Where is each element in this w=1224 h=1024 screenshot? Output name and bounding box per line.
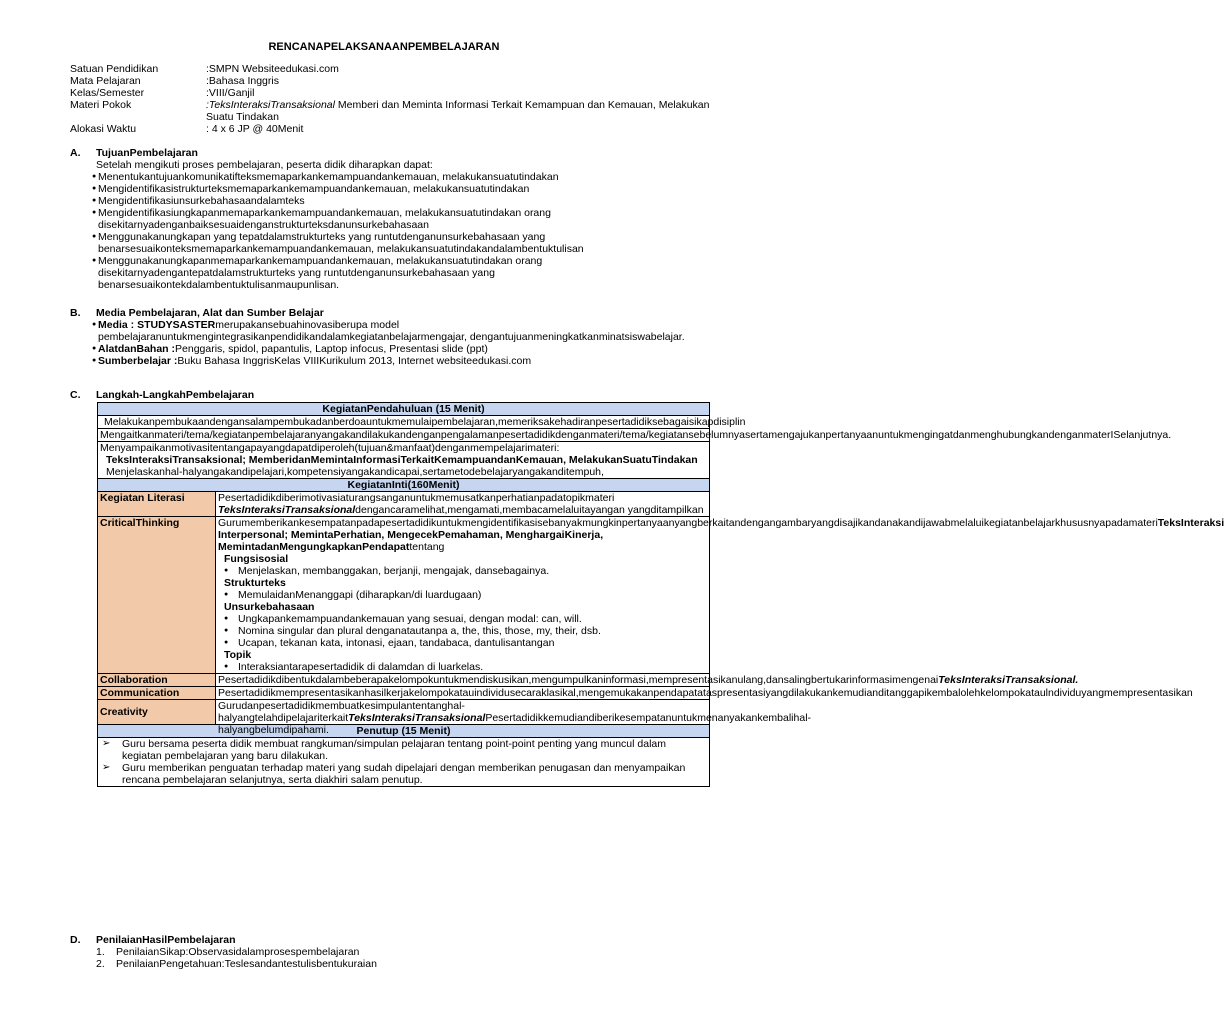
section-title: PenilaianHasilPembelajaran — [96, 934, 236, 946]
row-label: Communication — [98, 687, 216, 700]
list-item — [96, 958, 720, 970]
meta-value: :VIII/Ganjil — [206, 87, 255, 99]
section-heading — [70, 934, 720, 946]
text-bold: TeksInteraksiTransaksional — [218, 504, 356, 516]
table-row — [98, 738, 710, 787]
item-text: Buku Bahasa InggrisKelas VIIIKurikulum 2013, Internet websiteedukasi.com — [177, 355, 532, 367]
jelaskan-text: Menjelaskanhal-halyangakandipelajari,kompetensiyangakandicapai,sertametodebelajaryangakanditempuh, — [106, 466, 604, 478]
table-row — [98, 492, 710, 517]
penilaian-list — [70, 946, 720, 970]
meta-label: Alokasi Waktu — [70, 123, 137, 135]
collaboration-cell — [216, 674, 1079, 687]
list-item: ● Nomina singular dan plural denganatautanpa a, the, this, those, my, their, dsb. — [218, 625, 707, 637]
section-title: Media Pembelajaran, Alat dan Sumber Belajar — [96, 307, 324, 319]
list-item: ● Mengidentifikasiungkapanmemaparkankemampuandankemauan, melakukansuatutindakan orang disekitarnyadenganbaiksesuaidenganstrukturteksdanunsurkebahasaan — [70, 207, 720, 231]
item-text: merupakansebuahinovasiberupa model pembelajaranuntukmengintegrasikanpendidikandalamkegiatanbelajarmengajar, dengantujuanmeningkatkanminatsiswabelajar. — [98, 319, 685, 343]
text: tentang — [409, 541, 445, 553]
list-item — [96, 946, 720, 958]
item-text: PenilaianSikap:Observasidalamprosespembelajaran — [116, 946, 360, 958]
item-text: PenilaianPengetahuan:Teslesandantestulisbentukuraian — [116, 958, 377, 970]
row-label: Collaboration — [98, 674, 216, 687]
pendahuluan-header: KegiatanPendahuluan (15 Menit) — [98, 403, 710, 416]
pendahuluan-cell: Mengaitkanmateri/tema/kegiatanpembelajaranyangakandilakukandenganpengalamanpesertadidikdenganmateri/tema/kegiatansebelumnyasertamengajukanpertanyaanuntukmengingatdanmenghubungkandenganmaterISelanjutnya. — [98, 429, 710, 442]
penutup-cell — [98, 738, 710, 787]
section-tujuan — [70, 147, 720, 291]
tujuan-list — [70, 171, 720, 291]
text-bold: TeksInteraksiTransaksional. — [938, 674, 1079, 686]
list-item: ● Menentukantujuankomunikatifteksmemaparkankemampuandankemauan, melakukansuatutindakan — [70, 171, 720, 183]
section-letter: D. — [70, 934, 81, 946]
section-letter: C. — [70, 389, 81, 401]
text: dengancaramelihat,mengamati,membacamelaluitayangan yangditampilkan — [355, 504, 704, 516]
section-title: Langkah-LangkahPembelajaran — [96, 389, 255, 401]
list-item: ● Menggunakanungkapan yang tepatdalamstrukturteks yang runtutdenganunsurkebahasaan yang benarsesuaikonteksmemaparkankemampuandankemauan, melakukansuatutindakandalambentuktulisan — [70, 231, 720, 255]
text: Pesertadidikkemudiandiberikesempatanuntukmenanyakankembalihal-halyangbelumdipahami. — [218, 712, 812, 736]
materi-rest: Memberi dan Meminta Informasi Terkait Kemampuan dan Kemauan, Melakukan Suatu Tindakan — [206, 99, 710, 123]
section-intro: Setelah mengikuti proses pembelajaran, peserta didik diharapkan dapat: — [96, 159, 433, 171]
pendahuluan-cell: Melakukanpembukaandengansalampembukadanberdoauntukmemulaipembelajaran,memeriksakehadiranpesertadidiksebagaisikapdisiplin — [98, 416, 710, 429]
table-row — [98, 429, 710, 442]
section-heading — [70, 307, 720, 319]
subheading: Fungsisosial — [224, 553, 289, 565]
meta-label: Satuan Pendidikan — [70, 63, 159, 75]
section-media — [70, 307, 720, 367]
item-text: Penggaris, spidol, papantulis, Laptop infocus, Presentasi slide (ppt) — [175, 343, 488, 355]
subheading: Unsurkebahasaan — [224, 601, 315, 613]
section-letter: B. — [70, 307, 81, 319]
langkah-table — [97, 402, 1224, 787]
list-item — [70, 343, 720, 355]
pendahuluan-cell — [98, 442, 710, 479]
section-heading — [70, 147, 720, 159]
table-row — [98, 674, 710, 687]
list-item: ➢ Guru memberikan penguatan terhadap materi yang sudah dipelajari dengan memberikan penugasan dan menyampaikan rencana pembelajaran selanjutnya, serta diakhiri salam penutup. — [100, 762, 707, 786]
meta-row-mapel — [70, 75, 720, 87]
list-item: ● Ucapan, tekanan kata, intonasi, ejaan, tandabaca, dantulisantangan — [218, 637, 707, 649]
text: Pesertadidikdiberimotivasiaturangsanganuntukmemusatkanperhatianpadatopikmateri — [218, 492, 615, 504]
row-label: Creativity — [98, 700, 216, 725]
text-bold: TeksInteraksiTransaksional — [348, 712, 486, 724]
section-penilaian — [70, 934, 720, 970]
rpp-identity — [70, 63, 720, 135]
list-item: ➢ Guru bersama peserta didik membuat rangkuman/simpulan pelajaran tentang point-point penting yang muncul dalam kegiatan pembelajaran yang baru dilakukan. — [100, 738, 707, 762]
inti-header: KegiatanInti(160Menit) — [98, 479, 710, 492]
meta-row-satuan — [70, 63, 720, 75]
meta-value: : 4 x 6 JP @ 40Menit — [206, 123, 304, 135]
item-label: AlatdanBahan : — [98, 343, 176, 355]
meta-label: Kelas/Semester — [70, 87, 145, 99]
item-label: Media : STUDYSASTER — [98, 319, 216, 331]
section-langkah — [70, 389, 720, 401]
meta-row-materi — [70, 99, 720, 123]
row-label: CriticalThinking — [98, 517, 216, 674]
meta-value: :Bahasa Inggris — [206, 75, 279, 87]
document-title: RENCANAPELAKSANAANPEMBELAJARAN — [268, 41, 500, 53]
list-item — [70, 319, 720, 343]
meta-row-kelas — [70, 87, 720, 99]
critical-intro — [218, 517, 1224, 553]
meta-value — [206, 99, 720, 123]
table-row — [98, 517, 710, 674]
meta-label: Materi Pokok — [70, 99, 132, 111]
section-letter: A. — [70, 147, 81, 159]
motivasi-text: Menyampaikanmotivasitentangapayangdapatdiperoleh(tujuan&manfaat)denganmempelajarimateri: — [100, 442, 560, 454]
text: Gurumemberikankesempatanpadapesertadidikuntukmengidentifikasisebanyakmungkinpertanyaanyangberkaitandengangambaryangdisajikandanakandijawabmelaluikegiatanbelajarkhususnyapadamateri — [218, 517, 1158, 529]
subheading: Strukturteks — [224, 577, 286, 589]
motivasi-topic: TeksInteraksiTransaksional; MemberidanMemintaInformasiTerkaitKemampuandanKemauan, MelakukanSuatuTindakan — [106, 454, 698, 466]
materi-italic: :TeksInteraksiTransaksional — [206, 99, 335, 111]
table-row — [98, 479, 710, 492]
section-heading — [70, 389, 720, 401]
media-list — [70, 319, 720, 367]
row-label: Kegiatan Literasi — [98, 492, 216, 517]
list-item: ● Interaksiantarapesertadidik di dalamdan di luarkelas. — [218, 661, 707, 673]
section-title: TujuanPembelajaran — [96, 147, 198, 159]
list-item: ● Menjelaskan, membanggakan, berjanji, mengajak, dansebagainya. — [218, 565, 707, 577]
list-item — [70, 355, 720, 367]
list-item: ● Menggunakanungkapanmemaparkankemampuandankemauan, melakukansuatutindakan orang disekitarnyadengantepatdalamstrukturteks yang runtutdenganunsurkebahasaan yang benarsesuaikontekdalambentuktulisanmaupunlisan. — [70, 255, 720, 291]
table-row — [98, 416, 710, 429]
meta-value: :SMPN Websiteedukasi.com — [206, 63, 339, 75]
critical-cell — [216, 517, 1224, 674]
table-row — [98, 700, 710, 725]
literasi-cell — [216, 492, 710, 517]
subheading: Topik — [224, 649, 252, 661]
item-label: Sumberbelajar : — [98, 355, 178, 367]
text: Gurudanpesertadidikmembuatkesimpulantentanghal-halyangtelahdipelajariterkait — [218, 700, 465, 724]
table-row — [98, 687, 710, 700]
communication-cell: Pesertadidikmempresentasikanhasilkerjakelompokatauindividusecaraklasikal,mengemukakanpendapatataspresentasiyangdilakukankemudianditanggapikembalolehkelompokataulndividuyangmempresentasikan — [216, 687, 710, 700]
penutup-header: Penutup (15 Menit) — [98, 725, 710, 738]
text-bold: TeksInteraksi Interpersonal; MemintaPerhatian, MengecekPemahaman, MenghargaiKinerja, MemintadanMengungkapkanPendapat — [218, 517, 1224, 553]
list-item: ● Mengidentifikasistrukturteksmemaparkankemampuandankemauan, melakukansuatutindakan — [70, 183, 720, 195]
list-item: ● MemulaidanMenanggapi (diharapkan/di luardugaan) — [218, 589, 707, 601]
item-number: 1. — [96, 946, 105, 958]
list-item: ● Ungkapankemampuandankemauan yang sesuai, dengan modal: can, will. — [218, 613, 707, 625]
meta-row-alokasi — [70, 123, 720, 135]
item-number: 2. — [96, 958, 105, 970]
list-item: ● Mengidentifikasiunsurkebahasaandalamteks — [70, 195, 720, 207]
text: Pesertadidikdibentukdalambeberapakelompokuntukmendiskusikan,mengumpulkaninformasi,mempresentasikanulang,dansalingbertukarinformasimengenai — [218, 674, 939, 686]
table-row — [98, 442, 710, 479]
table-row — [98, 725, 710, 738]
meta-label: Mata Pelajaran — [70, 75, 141, 87]
table-row — [98, 403, 710, 416]
